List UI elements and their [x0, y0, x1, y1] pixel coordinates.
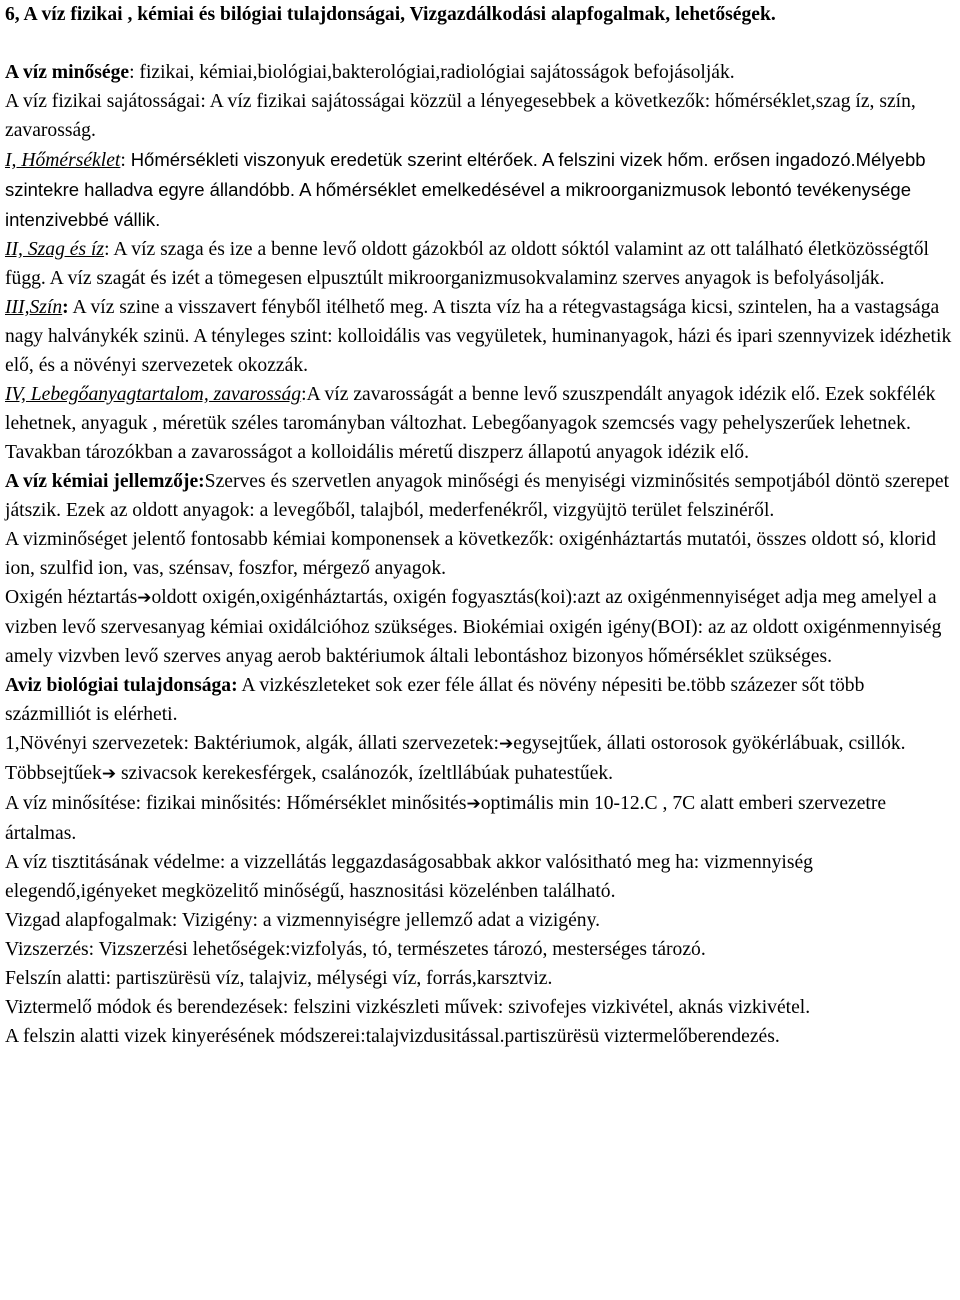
paragraph-chemical-components: A vizminőséget jelentő fontosabb kémiai komponensek a következők: oxigénháztartás mutatói, összes oldott só, klorid ion, szulfid ion, vas, szénsav, foszfor, mérgező anyagok. — [5, 529, 937, 579]
oxygen-text: oldott oxigén,oxigénháztartás, oxigén fogyasztás(koi):azt az oxigénmennyiséget adja meg amelyel a vizben levő szervesanyag kémiai oxidálcióhoz szükséges. Biokémiai oxigén igény(BOI): az az oldott oxigénmennyiség amely vizvben levő szerves anyag aerob baktériumok általi lebontáshoz bizonyos hőmérséklet szükséges. — [5, 587, 942, 667]
paragraph-water-quality — [5, 58, 952, 87]
paragraph-water-acquisition: Vizszerzés: Vizszerzési lehetőségek:vizfolyás, tó, természetes tározó, mesterséges tározó. — [5, 939, 706, 960]
document-title: 6, A víz fizikai , kémiai és bilógiai tulajdonságai, Vizgazdálkodási alapfogalmak, lehetőségek. — [5, 4, 776, 25]
turbidity-label: IV, Lebegőanyagtartalom, zavarosság — [5, 384, 302, 405]
paragraph-organisms — [5, 729, 952, 789]
paragraph-color — [5, 293, 952, 380]
arrow-right-icon: ➔ — [137, 588, 152, 608]
paragraph-temperature — [5, 145, 952, 235]
paragraph-chemical-properties — [5, 467, 952, 525]
organisms-text-b: egysejtűek, állati ostorosok gyökérlábuak, csillók. Többsejtűek — [5, 733, 906, 784]
color-label: III,Szín — [5, 297, 63, 318]
paragraph-extraction-methods: A felszin alatti vizek kinyerésének módszerei:talajvizdusitással.partiszürësü viztermelőberendezés. — [5, 1026, 780, 1047]
arrow-right-icon: ➔ — [466, 794, 481, 814]
biological-text: A vizkészleteket sok ezer féle állat és növény népesiti be.több százezer sőt több százmilliót is elérheti. — [5, 675, 865, 725]
turbidity-text: :A víz zavarosságát a benne levő szuszpendált anyagok idézik elő. Ezek sokfélék lehetnek, anyaguk , méretük széles tarományban változhat. Lebegőanyagok szemcsés vagy pehelyszerűek lehetnek. Tavakban tározókban a zavarosságot a kolloidális méretű diszperz állapotú anyagok idézik elő. — [5, 384, 936, 463]
blank-line — [5, 29, 952, 58]
color-text: A víz szine a visszavert fényből itélhető meg. A tiszta víz ha a rétegvastagsága kicsi, szintelen, ha a vastagsága nagy halványkék szinü. A tényleges szint: kolloidális vas vegyületek, huminanyagok, házi és ipari szennyvizek idézhetik elő, és a növényi szervezetek okozzák. — [5, 297, 952, 376]
paragraph-physical-properties: A víz fizikai sajátosságai: A víz fizikai sajátosságai közzül a lényegesebbek a következők: hőmérséklet,szag íz, szín, zavarosság. — [5, 91, 916, 141]
paragraph-turbidity — [5, 380, 952, 467]
water-quality-text: : fizikai, kémiai,biológiai,bakterológiai,radiológiai sajátosságok befojásolják. — [129, 62, 735, 83]
biological-lead: Aviz biológiai tulajdonsága: — [5, 675, 238, 696]
organisms-text-a: 1,Növényi szervezetek: Baktériumok, algák, állati szervezetek: — [5, 733, 499, 754]
smell-taste-text: : A víz szaga és ize a benne levő oldott gázokból az oldott sóktól valamint az ott található életközösségtől függ. A víz szagát és izét a tömegesen elpusztúlt mikroorganizmusokvalaminz szerves anyagok is befolyásolják. — [5, 239, 929, 289]
paragraph-qualification — [5, 789, 952, 848]
qualification-text-a: A víz minősítése: fizikai minősités: Hőmérséklet minősités — [5, 793, 467, 814]
arrow-right-icon: ➔ — [499, 734, 514, 754]
paragraph-basic-concepts: Vizgad alapfogalmak: Vizigény: a vizmennyiségre jellemző adat a vizigény. — [5, 910, 601, 931]
paragraph-purification: A víz tisztitásának védelme: a vizzellátás leggazdaságosabbak akkor valósitható meg ha: vizmennyiség elegendő,igényeket megközelitő minőségű, hasznositási közelénben található. — [5, 852, 813, 902]
paragraph-production-methods: Viztermelő módok és berendezések: felszini vizkészleti művek: szivofejes vizkivétel, aknás vizkivétel. — [5, 997, 811, 1018]
smell-taste-label: II, Szag és íz — [5, 239, 105, 260]
chemical-lead: A víz kémiai jellemzője: — [5, 471, 205, 492]
temperature-label: I, Hőmérséklet — [5, 150, 121, 171]
organisms-text-c: szivacsok kerekesférgek, csalánozók, ízeltllábúak puhatestűek. — [116, 763, 614, 784]
paragraph-groundwater: Felszín alatti: partiszürësü víz, talajviz, mélységi víz, forrás,karsztviz. — [5, 968, 553, 989]
chemical-text: Szerves és szervetlen anyagok minőségi és menyiségi vizminősités sempotjából döntö szerepet játszik. Ezek az oldott anyagok: a levegőből, talajból, mederfenékről, vizgyüjtö terület felszinéről. — [5, 471, 950, 521]
qualification-text-b: optimális min 10-12.C , 7C alatt emberi szervezetre ártalmas. — [5, 793, 887, 844]
paragraph-biological-properties — [5, 671, 952, 729]
temperature-colon: : — [120, 150, 131, 171]
oxygen-lead: Oxigén héztartás — [5, 587, 138, 608]
temperature-text: Hőmérsékleti viszonyuk eredetük szerint eltérőek. A felszini vizek hőm. erősen ingadozó.Mélyebb szintekre halladva egyre állandóbb. A hőmérséklet emelkedésével a mikroorganizmusok lebontó tevékenysége intenzivebbé vállik. — [5, 149, 926, 230]
paragraph-smell-taste — [5, 235, 952, 293]
arrow-right-icon: ➔ — [101, 764, 117, 784]
color-colon: : — [62, 297, 69, 318]
paragraph-oxygen — [5, 583, 952, 671]
water-quality-lead: A víz minősége — [5, 62, 130, 83]
